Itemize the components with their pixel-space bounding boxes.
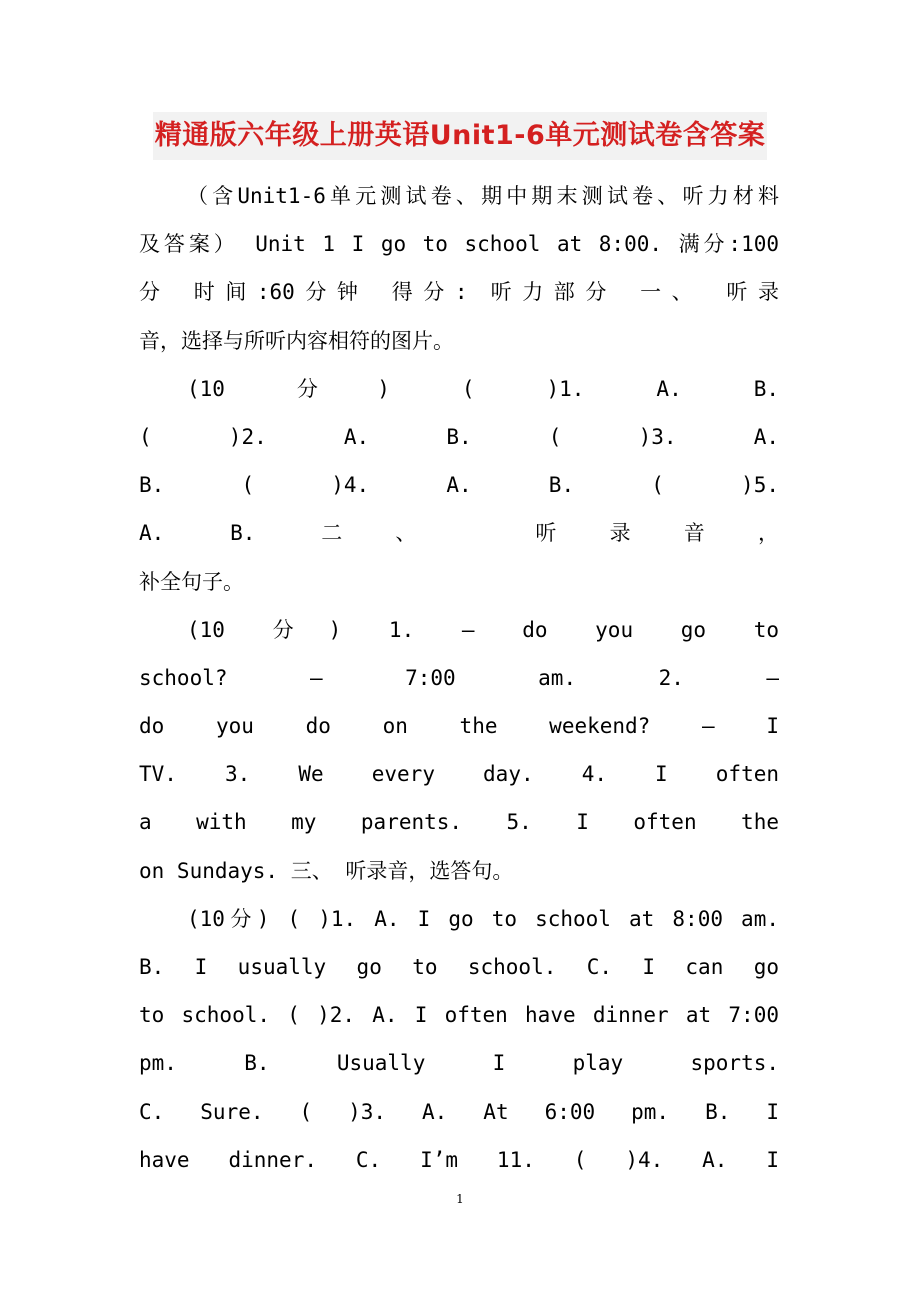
text-line: 音，选择与所听内容相符的图片。	[139, 328, 454, 353]
text-line: ( )2. A. B. ( )3. A.	[139, 424, 779, 449]
text-line: （含Unit1-6单元测试卷、期中期末测试卷、听力材料	[187, 184, 779, 208]
text-line: have dinner. C. I’m 11. ( )4. A. I	[139, 1147, 779, 1172]
text-line: on Sundays. 三、 听录音，选答句。	[139, 858, 514, 883]
page-number: 1	[456, 1192, 464, 1206]
text-line: a with my parents. 5. I often the	[139, 810, 779, 835]
text-line: pm. B. Usually I play sports.	[139, 1051, 779, 1076]
text-line: school? — 7:00 am. 2. —	[139, 665, 779, 690]
text-line: 及答案） Unit 1 I go to school at 8:00. 满分:100	[139, 232, 779, 257]
title-container	[0, 112, 920, 160]
text-line: (10分) ( )1. A. I go to school at 8:00 am.	[187, 906, 779, 931]
text-line: 补全句子。	[139, 569, 244, 594]
text-line: B. ( )4. A. B. ( )5.	[139, 473, 779, 498]
text-line: to school. ( )2. A. I often have dinner at 7:00	[139, 1003, 779, 1028]
document-title: 精通版六年级上册英语Unit1-6单元测试卷含答案	[153, 112, 768, 160]
text-line: TV. 3. We every day. 4. I often	[139, 762, 779, 787]
text-line: B. I usually go to school. C. I can go	[139, 955, 779, 979]
text-line: (10 分) 1. — do you go to	[187, 617, 779, 642]
text-line: (10 分) ( )1. A. B.	[187, 376, 779, 401]
text-line: do you do on the weekend? — I	[139, 714, 779, 739]
text-line: A. B. 二、 听录音，	[139, 521, 779, 546]
text-line: 分 时间:60分钟 得分: 听力部分 一、 听录	[139, 280, 779, 305]
text-line: C. Sure. ( )3. A. At 6:00 pm. B. I	[139, 1099, 779, 1124]
document-body	[139, 172, 779, 1184]
